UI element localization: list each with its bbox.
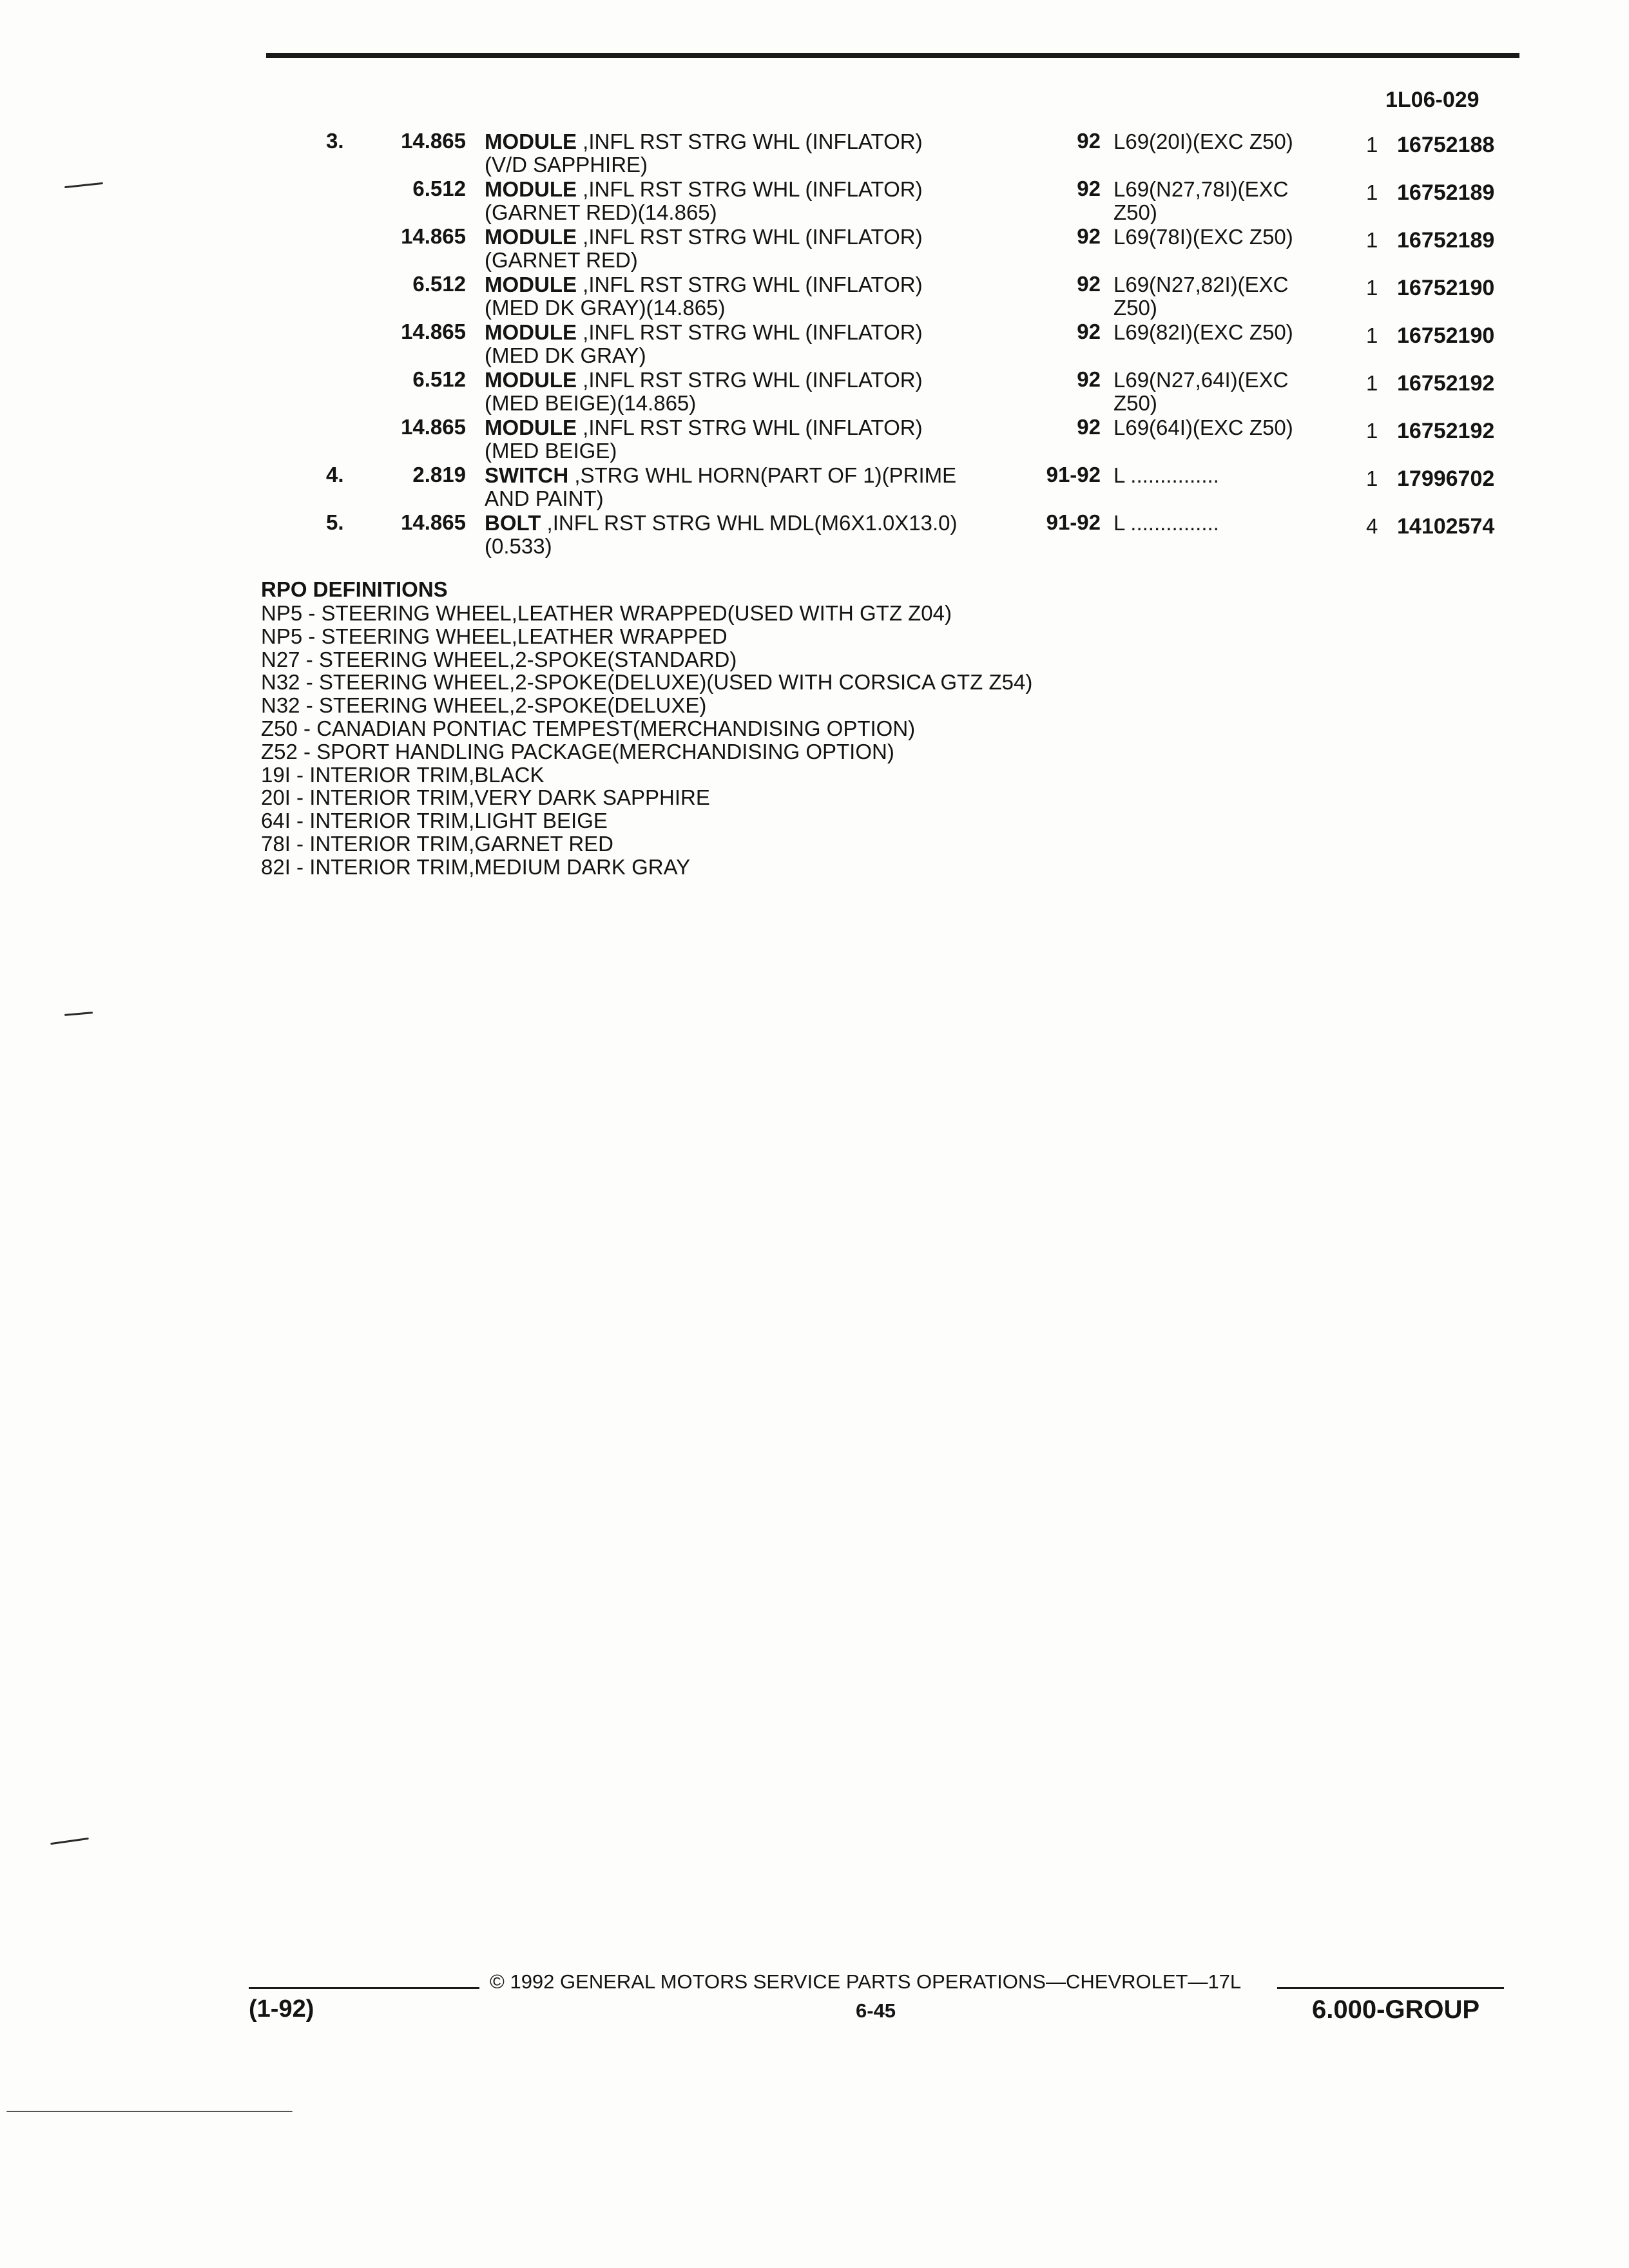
scan-edge-line <box>6 2111 293 2112</box>
parts-row <box>0 365 1629 414</box>
rpo-line: N32 - STEERING WHEEL,2-SPOKE(DELUXE)(USED WITH CORSICA GTZ Z54) <box>261 670 1033 695</box>
rpo-line: NP5 - STEERING WHEEL,LEATHER WRAPPED <box>261 624 728 648</box>
part-description <box>485 273 1013 320</box>
part-name: MODULE <box>485 130 577 153</box>
footer-rule-right <box>1277 1987 1504 1989</box>
option-line: L69(78I)(EXC Z50) <box>1113 225 1293 249</box>
option-codes <box>1113 226 1326 249</box>
quantity: 6.512 <box>412 367 466 391</box>
part-number: 16752189 <box>1397 228 1495 253</box>
rpo-line: 64I - INTERIOR TRIM,LIGHT BEIGE <box>261 809 608 833</box>
option-line: L ............... <box>1113 511 1219 535</box>
part-number: 16752189 <box>1397 180 1495 205</box>
count: 1 <box>1366 180 1378 204</box>
part-number: 16752188 <box>1397 133 1495 157</box>
model-year: 91-92 <box>1046 463 1101 486</box>
count: 1 <box>1366 419 1378 443</box>
rpo-line: 78I - INTERIOR TRIM,GARNET RED <box>261 831 614 856</box>
scan-edge-mark <box>64 1012 93 1016</box>
part-description <box>485 321 1013 367</box>
option-codes <box>1113 178 1326 224</box>
part-name: MODULE <box>485 320 577 344</box>
page-number: 6-45 <box>856 1999 896 2022</box>
quantity: 14.865 <box>401 224 466 248</box>
model-year: 92 <box>1077 272 1101 296</box>
parts-row <box>0 317 1629 366</box>
part-detail: ,INFL RST STRG WHL (INFLATOR) <box>577 273 923 296</box>
option-line: L69(N27,78I)(EXC <box>1113 177 1289 201</box>
header-rule <box>266 53 1519 58</box>
item-number: 3. <box>326 129 344 153</box>
part-description <box>485 369 1013 415</box>
option-codes <box>1113 273 1326 320</box>
option-line: L69(N27,82I)(EXC <box>1113 273 1289 296</box>
part-detail-2: (MED DK GRAY)(14.865) <box>485 296 726 320</box>
part-number: 16752190 <box>1397 323 1495 348</box>
option-codes <box>1113 369 1326 415</box>
part-number: 16752190 <box>1397 276 1495 300</box>
part-name: MODULE <box>485 273 577 296</box>
footer-group: 6.000-GROUP <box>1312 1995 1480 2024</box>
part-name: MODULE <box>485 177 577 201</box>
part-description <box>485 130 1013 177</box>
part-detail: ,INFL RST STRG WHL MDL(M6X1.0X13.0) <box>541 511 958 535</box>
part-detail-2: (MED BEIGE) <box>485 439 617 463</box>
count: 1 <box>1366 276 1378 300</box>
part-name: SWITCH <box>485 463 569 487</box>
part-detail-2: (MED DK GRAY) <box>485 343 646 367</box>
part-number: 17996702 <box>1397 466 1495 491</box>
option-line-2: Z50) <box>1113 200 1157 224</box>
part-name: BOLT <box>485 511 541 535</box>
part-detail: ,INFL RST STRG WHL (INFLATOR) <box>577 320 923 344</box>
part-number: 14102574 <box>1397 514 1495 539</box>
option-codes <box>1113 321 1326 344</box>
model-year: 91-92 <box>1046 510 1101 534</box>
parts-row <box>0 174 1629 223</box>
part-detail: ,INFL RST STRG WHL (INFLATOR) <box>577 416 923 439</box>
item-number: 4. <box>326 463 344 486</box>
count: 1 <box>1366 133 1378 157</box>
quantity: 14.865 <box>401 129 466 153</box>
part-detail-2: AND PAINT) <box>485 486 604 510</box>
rpo-line: 82I - INTERIOR TRIM,MEDIUM DARK GRAY <box>261 854 691 879</box>
footer-rule-left <box>249 1987 479 1989</box>
part-detail-2: (GARNET RED) <box>485 248 638 272</box>
part-detail: ,INFL RST STRG WHL (INFLATOR) <box>577 368 923 392</box>
part-description <box>485 512 1013 558</box>
count: 1 <box>1366 466 1378 490</box>
quantity: 6.512 <box>412 177 466 200</box>
count: 4 <box>1366 514 1378 538</box>
footer-copyright: © 1992 GENERAL MOTORS SERVICE PARTS OPERATIONS—CHEVROLET—17L <box>490 1970 1242 1993</box>
part-detail-2: (MED BEIGE)(14.865) <box>485 391 697 415</box>
rpo-line: N32 - STEERING WHEEL,2-SPOKE(DELUXE) <box>261 693 707 718</box>
part-description <box>485 416 1013 463</box>
model-year: 92 <box>1077 177 1101 200</box>
scan-edge-mark <box>50 1838 89 1845</box>
rpo-line: Z50 - CANADIAN PONTIAC TEMPEST(MERCHANDISING OPTION) <box>261 716 916 740</box>
rpo-line: 20I - INTERIOR TRIM,VERY DARK SAPPHIRE <box>261 785 710 810</box>
document-code: 1L06-029 <box>1385 88 1480 112</box>
rpo-line: N27 - STEERING WHEEL,2-SPOKE(STANDARD) <box>261 647 737 671</box>
parts-row <box>0 460 1629 509</box>
part-name: MODULE <box>485 225 577 249</box>
part-description <box>485 226 1013 272</box>
parts-row <box>0 269 1629 318</box>
option-codes <box>1113 130 1326 153</box>
part-detail: ,INFL RST STRG WHL (INFLATOR) <box>577 225 923 249</box>
option-codes <box>1113 464 1326 487</box>
option-line: L69(64I)(EXC Z50) <box>1113 416 1293 439</box>
quantity: 14.865 <box>401 320 466 343</box>
model-year: 92 <box>1077 224 1101 248</box>
model-year: 92 <box>1077 320 1101 343</box>
part-detail-2: (GARNET RED)(14.865) <box>485 200 717 224</box>
option-line-2: Z50) <box>1113 391 1157 415</box>
rpo-line: Z52 - SPORT HANDLING PACKAGE(MERCHANDISING OPTION) <box>261 739 894 764</box>
part-number: 16752192 <box>1397 371 1495 396</box>
quantity: 6.512 <box>412 272 466 296</box>
part-number: 16752192 <box>1397 419 1495 443</box>
item-number: 5. <box>326 510 344 534</box>
rpo-definitions <box>261 579 1032 879</box>
parts-row <box>0 508 1629 557</box>
model-year: 92 <box>1077 129 1101 153</box>
part-detail-2: (0.533) <box>485 534 552 558</box>
parts-row <box>0 412 1629 461</box>
part-description <box>485 464 1013 510</box>
rpo-line: 19I - INTERIOR TRIM,BLACK <box>261 762 545 787</box>
part-detail-2: (V/D SAPPHIRE) <box>485 153 648 177</box>
footer-date: (1-92) <box>249 1995 314 2023</box>
part-description <box>485 178 1013 224</box>
count: 1 <box>1366 323 1378 347</box>
quantity: 14.865 <box>401 415 466 439</box>
option-codes <box>1113 512 1326 535</box>
option-line: L69(N27,64I)(EXC <box>1113 368 1289 392</box>
part-detail: ,INFL RST STRG WHL (INFLATOR) <box>577 130 923 153</box>
count: 1 <box>1366 228 1378 252</box>
parts-row <box>0 126 1629 175</box>
quantity: 14.865 <box>401 510 466 534</box>
count: 1 <box>1366 371 1378 395</box>
quantity: 2.819 <box>412 463 466 486</box>
option-codes <box>1113 416 1326 439</box>
option-line: L69(20I)(EXC Z50) <box>1113 130 1293 153</box>
rpo-line: NP5 - STEERING WHEEL,LEATHER WRAPPED(USED WITH GTZ Z04) <box>261 601 952 625</box>
rpo-heading: RPO DEFINITIONS <box>261 577 448 601</box>
option-line: L ............... <box>1113 463 1219 487</box>
part-name: MODULE <box>485 368 577 392</box>
parts-row <box>0 222 1629 271</box>
option-line-2: Z50) <box>1113 296 1157 320</box>
part-detail: ,STRG WHL HORN(PART OF 1)(PRIME <box>568 463 957 487</box>
part-detail: ,INFL RST STRG WHL (INFLATOR) <box>577 177 923 201</box>
model-year: 92 <box>1077 367 1101 391</box>
model-year: 92 <box>1077 415 1101 439</box>
option-line: L69(82I)(EXC Z50) <box>1113 320 1293 344</box>
part-name: MODULE <box>485 416 577 439</box>
